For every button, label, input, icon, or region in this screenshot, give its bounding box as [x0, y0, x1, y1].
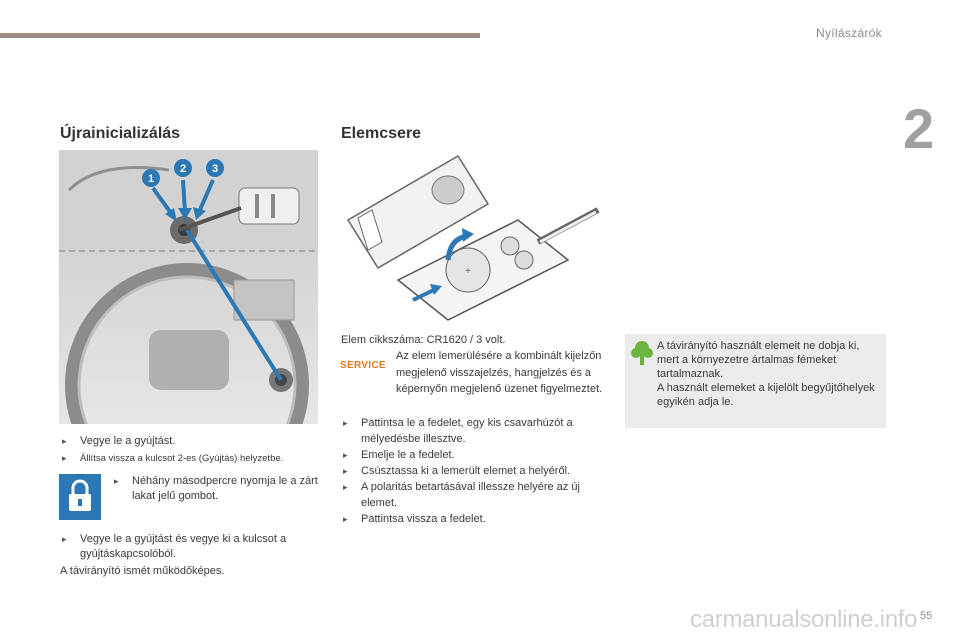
step-item: ▸ Csúsztassa ki a lemerült elemet a helyéről. [341, 463, 609, 479]
section-title: Nyílászárók [816, 26, 882, 40]
callout-3: 3 [211, 163, 219, 175]
step-item: ▸ Pattintsa le a fedelet, egy kis csavarhúzót a mélyedésbe illesztve. [341, 415, 609, 447]
battery-heading: Elemcsere [341, 125, 422, 142]
tree-icon [631, 340, 653, 371]
steering-wheel-illustration [59, 150, 318, 424]
reinit-heading: Újrainicializálás [60, 125, 181, 142]
battery-steps [341, 415, 609, 527]
step-item: ▸ Pattintsa vissza a fedelet. [341, 511, 609, 527]
service-label: SERVICE [340, 360, 386, 371]
eco-note-box [625, 334, 886, 428]
step-item: ▸ Vegye le a gyújtást. [60, 434, 325, 449]
service-warning-text: Az elem lemerülésére a kombinált kijelzőn megjelenő visszajelzés, hangjelzés és a képernyőn megjelenő üzenet figyelmeztet. [396, 350, 603, 395]
reinit-steps-2 [60, 532, 325, 579]
eco-note-line-2: A használt elemeket a kijelölt begyűjtőhelyek egyikén adja le. [657, 382, 875, 408]
step-item: ▸ Állítsa vissza a kulcsot 2-es (Gyújtás) helyzetbe. [60, 451, 325, 466]
page-number: 55 [920, 610, 933, 622]
battery-reference: Elem cikkszáma: CR1620 / 3 volt. [341, 334, 506, 346]
header-bar [0, 33, 480, 38]
eco-note-text [657, 339, 879, 409]
eco-note-line-1: A távirányító használt elemeit ne dobja ki, mert a környezetre ártalmas fémeket tartalmaznak. [657, 340, 860, 380]
step-item: ▸ Vegye le a gyújtást és vegye ki a kulcsot a gyújtáskapcsolóból. [60, 532, 325, 562]
reinit-conclusion: A távirányító ismét működőképes. [60, 565, 225, 577]
lock-button-icon [59, 474, 101, 520]
service-icon [340, 355, 392, 371]
reinit-steps-1 [60, 434, 325, 466]
svg-text:+: + [465, 266, 471, 277]
step-item: ▸ Néhány másodpercre nyomja le a zárt lakat jelű gombot. [112, 474, 322, 504]
lock-step [112, 474, 322, 504]
step-item: ▸ A polaritás betartásával illessze helyére az új elemet. [341, 479, 609, 511]
step-item: ▸ Emelje le a fedelet. [341, 447, 609, 463]
chapter-number: 2 [903, 97, 935, 160]
callout-2: 2 [179, 163, 187, 175]
callout-1: 1 [147, 173, 155, 185]
watermark: carmanualsonline.info [690, 606, 918, 633]
key-battery-illustration [338, 150, 600, 325]
